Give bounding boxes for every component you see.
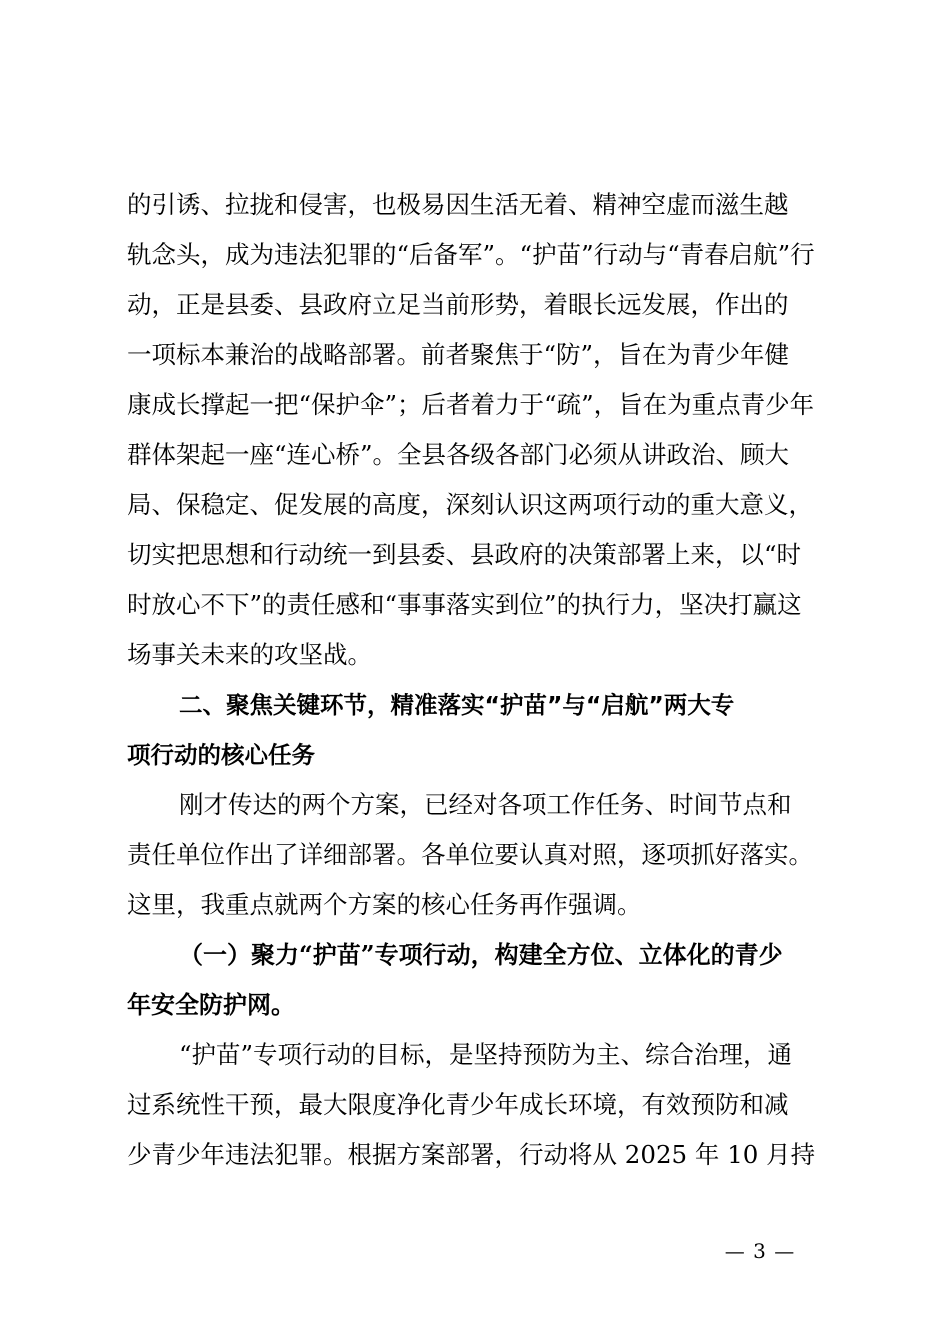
paragraph-line: 群体架起一座“连心桥”。全县各级各部门必须从讲政治、顾大 (127, 440, 790, 469)
paragraph-line: 轨念头，成为违法犯罪的“后备军”。“护苗”行动与“青春启航”行 (127, 240, 815, 269)
page-number: — 3 — (724, 1239, 796, 1263)
subsection-heading-line: （一）聚力“护苗”专项行动，构建全方位、立体化的青少 (179, 940, 783, 969)
section-heading-line: 二、聚焦关键环节，精准落实“护苗”与“启航”两大专 (179, 691, 735, 719)
paragraph-line: 少青少年违法犯罪。根据方案部署，行动将从 2025 年 10 月持 (127, 1140, 816, 1169)
document-body (127, 180, 833, 1180)
paragraph-line: 一项标本兼治的战略部署。前者聚焦于“防”，旨在为青少年健 (127, 340, 790, 369)
paragraph-line: 切实把思想和行动统一到县委、县政府的决策部署上来，以“时 (127, 540, 802, 569)
paragraph-line: 康成长撑起一把“保护伞”；后者着力于“疏”，旨在为重点青少年 (127, 390, 815, 419)
subsection-heading-line: 年安全防护网。 (127, 990, 295, 1019)
paragraph-line: 场事关未来的攻坚战。 (127, 640, 372, 669)
paragraph-line: 责任单位作出了详细部署。各单位要认真对照，逐项抓好落实。 (127, 840, 813, 869)
paragraph-line: “护苗”专项行动的目标，是坚持预防为主、综合治理，通 (179, 1040, 793, 1069)
paragraph-line: 的引诱、拉拢和侵害，也极易因生活无着、精神空虚而滋生越 (127, 190, 789, 219)
paragraph-line: 过系统性干预，最大限度净化青少年成长环境，有效预防和减 (127, 1090, 789, 1119)
paragraph-line: 局、保稳定、促发展的高度，深刻认识这两项行动的重大意义， (127, 490, 813, 519)
paragraph-line: 动，正是县委、县政府立足当前形势，着眼长远发展，作出的 (127, 290, 789, 319)
section-heading-line: 项行动的核心任务 (127, 741, 315, 769)
paragraph-line: 刚才传达的两个方案，已经对各项工作任务、时间节点和 (179, 790, 792, 819)
paragraph-line: 这里，我重点就两个方案的核心任务再作强调。 (127, 890, 642, 919)
paragraph-line: 时放心不下”的责任感和“事事落实到位”的执行力，坚决打赢这 (127, 590, 802, 619)
